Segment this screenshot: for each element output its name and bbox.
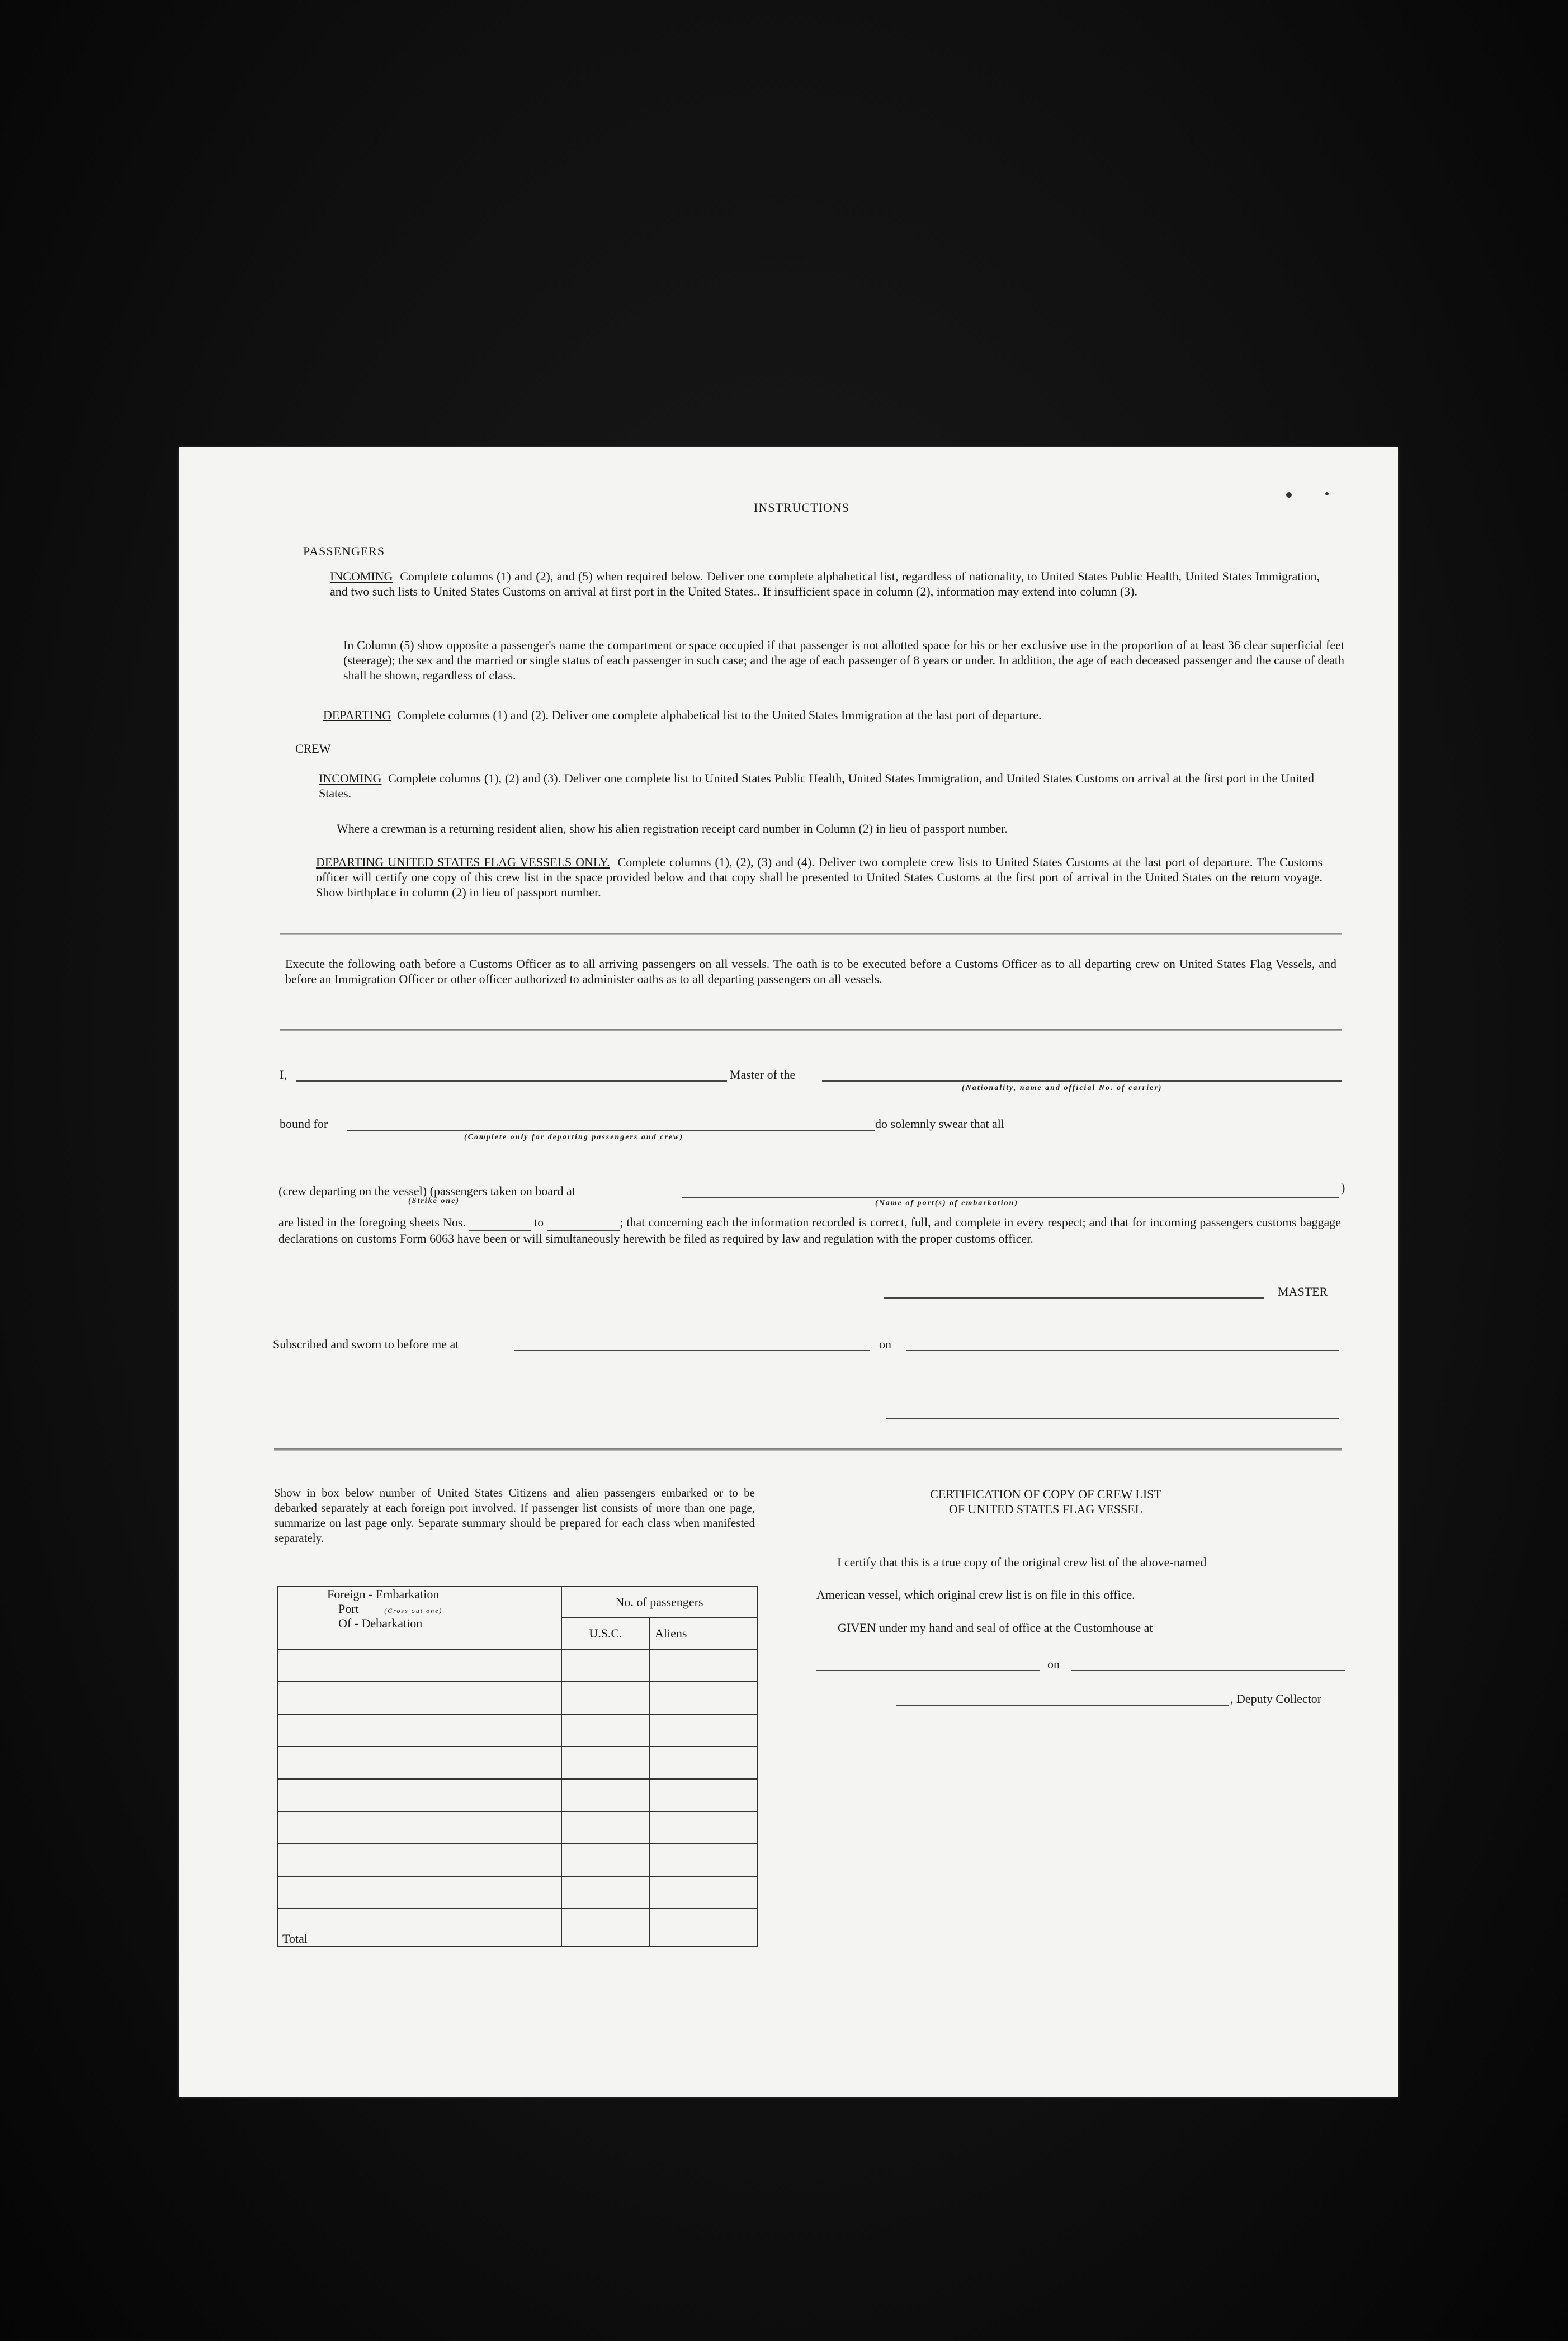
usc-cell[interactable] — [561, 1714, 650, 1747]
port-header-cell — [277, 1587, 561, 1649]
col-cross: (Cross out one) — [384, 1607, 443, 1615]
strike-one-caption: (Strike one) — [408, 1197, 460, 1205]
passengers-incoming-paragraph — [330, 569, 1320, 599]
port-cell[interactable] — [277, 1682, 561, 1714]
given-line: GIVEN under my hand and seal of office at the Customhouse at — [838, 1621, 1153, 1635]
aliens-cell[interactable] — [650, 1779, 757, 1811]
port-cell[interactable] — [277, 1714, 561, 1747]
crew-alien-paragraph: Where a crewman is a returning resident alien, show his alien registration receipt card number in Column (2) in lieu of passport number. — [337, 822, 1008, 836]
carrier-caption: (Nationality, name and official No. of carrier) — [962, 1084, 1163, 1092]
usc-cell[interactable] — [561, 1649, 650, 1682]
oath-instructions: Execute the following oath before a Customs Officer as to all arriving passengers on all vessels. The oath is to be executed before a Customs Officer as to all departing crew on United States Flag Vessels, and before an Immigration Officer or other officer authorized to administer oaths as to all departing passengers on all vessels. — [285, 957, 1336, 986]
summary-instructions: Show in box below number of United States Citizens and alien passengers embarked or to be debarked separately at each foreign port involved. If passenger list consists of more than one page, summarize on last page only. Separate summary should be prepared for each class when manifested separately. — [274, 1486, 755, 1545]
aliens-cell[interactable] — [650, 1876, 757, 1909]
table-row — [277, 1649, 757, 1682]
table-row — [277, 1779, 757, 1811]
sworn-place-field[interactable] — [514, 1350, 870, 1351]
column5-paragraph: In Column (5) show opposite a passenger's name the compartment or space occupied if that passenger is not allotted space for his or her exclusive use in the proportion of at least 36 clear superficial feet (steerage); the sex and the married or single status of each passenger in such case; and the age of each passenger of 8 years or under. In addition, the age of each deceased passenger and the cause of death shall be shown, regardless of class. — [343, 638, 1344, 682]
port-cell[interactable] — [277, 1779, 561, 1811]
bound-for-caption: (Complete only for departing passengers and crew) — [464, 1133, 683, 1141]
section-divider — [274, 1448, 1342, 1451]
usc-cell[interactable] — [561, 1844, 650, 1876]
certify-line-1: I certify that this is a true copy of the original crew list of the above-named — [837, 1555, 1207, 1569]
officer-signature-field[interactable] — [886, 1418, 1339, 1419]
close-paren: ) — [1341, 1181, 1345, 1195]
passengers-incoming-text: Complete columns (1) and (2), and (5) when required below. Deliver one complete alphabetical list, regardless of nationality, to United States Public Health, United States Immigration, and two such lists to United States Customs on arrival at first port in the United States.. If insufficient space in column (2), information may extend into column (3). — [330, 569, 1320, 598]
carrier-field[interactable] — [822, 1080, 1342, 1082]
usc-cell[interactable] — [561, 1811, 650, 1844]
passengers-heading: PASSENGERS — [303, 544, 385, 558]
usc-cell[interactable] — [561, 1682, 650, 1714]
bound-for-field[interactable] — [347, 1130, 875, 1131]
crew-incoming-label: INCOMING — [319, 771, 382, 785]
passengers-incoming-label: INCOMING — [330, 569, 393, 583]
punch-mark-icon — [1286, 492, 1292, 498]
no-passengers-header: No. of passengers — [561, 1587, 757, 1618]
master-name-field[interactable] — [296, 1080, 727, 1082]
table-row — [277, 1714, 757, 1747]
aliens-cell[interactable] — [650, 1649, 757, 1682]
certification-title-1: CERTIFICATION OF COPY OF CREW LIST — [930, 1487, 1161, 1501]
usc-header: U.S.C. — [561, 1618, 650, 1649]
passenger-summary-table — [277, 1586, 758, 1947]
bound-for-label: bound for — [280, 1117, 328, 1131]
port-caption: (Name of port(s) of embarkation) — [875, 1199, 1019, 1207]
subscribed-label: Subscribed and sworn to before me at — [273, 1337, 459, 1351]
aliens-cell[interactable] — [650, 1682, 757, 1714]
aliens-header: Aliens — [650, 1618, 757, 1649]
usc-cell[interactable] — [561, 1779, 650, 1811]
customhouse-field[interactable] — [816, 1670, 1040, 1671]
crew-departing-label-oath: (crew departing on the vessel) (passengers taken on board at — [278, 1184, 575, 1198]
col-of: Of - Debarkation — [338, 1616, 423, 1630]
passengers-departing-text: Complete columns (1) and (2). Deliver one complete alphabetical list to the United States Immigration at the last port of departure. — [397, 708, 1042, 722]
master-label: MASTER — [1278, 1285, 1328, 1299]
sheets-paragraph — [278, 1215, 1341, 1246]
port-cell[interactable] — [277, 1844, 561, 1876]
port-cell[interactable] — [277, 1747, 561, 1779]
port-cell[interactable] — [277, 1649, 561, 1682]
sheets-text-a: are listed in the foregoing sheets Nos. — [278, 1215, 466, 1229]
table-row — [277, 1682, 757, 1714]
punch-mark-icon — [1325, 492, 1329, 495]
sheets-text-b: ; that concerning each the information recorded is correct, full, and complete in every respect; and that for incoming passengers customs baggage declarations on customs Form 6063 have been or will simultaneously herewith be filed as required by law and regulation with the proper customs officer. — [278, 1215, 1342, 1245]
swear-label: do solemnly swear that all — [875, 1117, 1004, 1131]
table-row — [277, 1876, 757, 1909]
table-row — [277, 1811, 757, 1844]
port-cell[interactable] — [277, 1811, 561, 1844]
passengers-departing-label: DEPARTING — [323, 708, 391, 722]
total-label: Total — [277, 1909, 561, 1947]
total-aliens-cell[interactable] — [650, 1909, 757, 1947]
deputy-collector-label: , Deputy Collector — [1230, 1692, 1322, 1706]
document-title: INSTRUCTIONS — [754, 501, 849, 515]
aliens-cell[interactable] — [650, 1747, 757, 1779]
passengers-departing-paragraph — [323, 707, 1341, 723]
crew-heading: CREW — [295, 742, 331, 756]
master-signature-field[interactable] — [884, 1297, 1264, 1299]
table-row — [277, 1747, 757, 1779]
usc-cell[interactable] — [561, 1747, 650, 1779]
col-foreign: Foreign - Embarkation — [327, 1587, 440, 1601]
sheets-to: to — [534, 1215, 544, 1229]
cert-date-field[interactable] — [1071, 1670, 1345, 1671]
aliens-cell[interactable] — [650, 1811, 757, 1844]
port-cell[interactable] — [277, 1876, 561, 1909]
crew-incoming-text: Complete columns (1), (2) and (3). Deliver one complete list to United States Public Health, United States Immigration, and United States Customs on arrival at the first port in the United States. — [319, 771, 1315, 800]
certification-title-2: OF UNITED STATES FLAG VESSEL — [948, 1502, 1143, 1516]
total-usc-cell[interactable] — [561, 1909, 650, 1947]
aliens-cell[interactable] — [650, 1714, 757, 1747]
sheet-to-field[interactable] — [547, 1215, 620, 1231]
col-port-label: Port — [338, 1602, 359, 1616]
section-divider — [280, 1029, 1342, 1031]
usc-cell[interactable] — [561, 1876, 650, 1909]
crew-incoming-paragraph — [319, 771, 1314, 801]
sheet-from-field[interactable] — [469, 1215, 531, 1231]
embarkation-port-field[interactable] — [682, 1197, 1339, 1198]
document-page — [179, 447, 1398, 2097]
deputy-signature-field[interactable] — [896, 1705, 1229, 1706]
sworn-date-field[interactable] — [906, 1350, 1339, 1351]
sworn-on-label: on — [879, 1337, 891, 1351]
certify-line-2: American vessel, which original crew list is on file in this office. — [816, 1588, 1135, 1602]
crew-departing-text: Complete columns (1), (2), (3) and (4). Deliver two complete crew lists to United States Customs at the last port of departure. The Customs officer will certify one copy of this crew list in the space provided below and that copy shall be presented to United States Customs at the first port of arrival in the United States on the return voyage. Show birthplace in column (2) in lieu of passport number. — [316, 855, 1323, 899]
aliens-cell[interactable] — [650, 1844, 757, 1876]
crew-departing-paragraph — [316, 855, 1323, 900]
cert-on-label: on — [1047, 1657, 1060, 1671]
master-of-label: Master of the — [730, 1068, 796, 1082]
table-row — [277, 1844, 757, 1876]
total-row — [277, 1909, 757, 1947]
crew-departing-label: DEPARTING UNITED STATES FLAG VESSELS ONLY. — [316, 855, 610, 869]
section-divider — [280, 933, 1342, 935]
oath-i-label: I, — [280, 1068, 287, 1082]
col-port — [282, 1602, 556, 1616]
